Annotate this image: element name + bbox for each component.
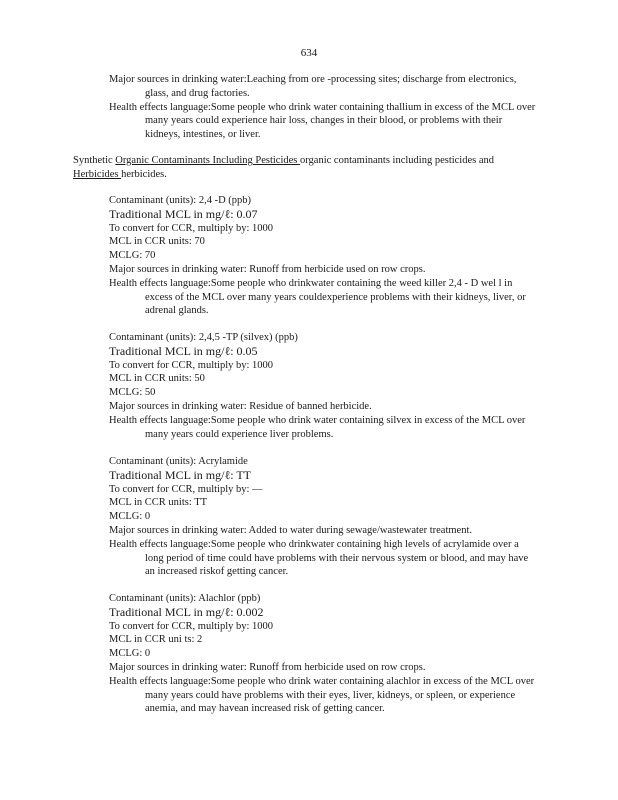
mclg: MCLG: 0: [109, 511, 151, 523]
thallium-health-effects: Health effects language:Some people who drink water containing thallium in excess of the MCL over many years could experience hair loss, changes in their blood, or problems with their kidneys, intestines, or liver.: [109, 101, 536, 141]
traditional-mcl: Traditional MCL in mg/ℓ: 0.002: [109, 604, 264, 619]
major-sources: Major sources in drinking water: Added to water during sewage/wastewater treatment.: [109, 524, 473, 536]
mcl-ccr-units: MCL in CCR units: 50: [109, 373, 205, 385]
contaminant-block-alachlor: [109, 592, 539, 716]
major-sources: Major sources in drinking water: Runoff from herbicide used on row crops.: [109, 263, 426, 275]
health-effects: Health effects language:Some people who drink water containing alachlor in excess of the MCL over many years could have problems with their eyes, liver, kidneys, or spleen, or experience anemia, and may havean increased risk of getting cancer.: [109, 675, 535, 715]
page-number: 634: [300, 47, 318, 59]
contaminant-block-24d: [109, 194, 539, 318]
section-heading-suffix: herbicides.: [121, 168, 167, 180]
thallium-continuation: [109, 73, 539, 142]
contaminant-block-acrylamide: [109, 455, 539, 579]
ccr-conversion: To convert for CCR, multiply by: —: [109, 483, 263, 495]
thallium-major-sources: Major sources in drinking water:Leaching from ore -processing sites; discharge from electronics, glass, and drug factories.: [109, 74, 517, 99]
section-heading-underlined-herbicides: Herbicides: [73, 168, 122, 180]
contaminant-block-silvex: [109, 331, 539, 441]
ccr-conversion: To convert for CCR, multiply by: 1000: [109, 620, 274, 632]
major-sources: Major sources in drinking water: Residue of banned herbicide.: [109, 400, 372, 412]
ccr-conversion: To convert for CCR, multiply by: 1000: [109, 359, 274, 371]
traditional-mcl: Traditional MCL in mg/ℓ: TT: [109, 467, 251, 482]
mcl-ccr-units: MCL in CCR units: 70: [109, 236, 205, 248]
mcl-ccr-units: MCL in CCR uni ts: 2: [109, 634, 203, 646]
mcl-ccr-units: MCL in CCR units: TT: [109, 497, 208, 509]
contaminant-name: Contaminant (units): 2,4 -D (ppb): [109, 195, 252, 206]
section-heading-prefix: Synthetic: [73, 155, 116, 166]
contaminant-name: Contaminant (units): Acrylamide: [109, 456, 248, 467]
ccr-conversion: To convert for CCR, multiply by: 1000: [109, 222, 274, 234]
mclg: MCLG: 50: [109, 387, 156, 399]
major-sources: Major sources in drinking water: Runoff from herbicide used on row crops.: [109, 661, 426, 673]
health-effects: Health effects language:Some people who drinkwater containing high levels of acrylamide over a long period of time could have problems with their nervous system or blood, and may have an increased riskof getting cancer.: [109, 538, 529, 578]
traditional-mcl: Traditional MCL in mg/ℓ: 0.07: [109, 206, 258, 221]
mclg: MCLG: 70: [109, 250, 156, 262]
mclg: MCLG: 0: [109, 648, 151, 660]
section-heading-underlined-title: Organic Contaminants Including Pesticides: [115, 155, 300, 166]
health-effects: Health effects language:Some people who drink water containing silvex in excess of the MCL over many years could experience liver problems.: [109, 414, 526, 440]
contaminant-name: Contaminant (units): Alachlor (ppb): [109, 593, 261, 604]
health-effects: Health effects language:Some people who drinkwater containing the weed killer 2,4 - D wel l in excess of the MCL over many years couldexperience problems with their kidneys, liver, or adrenal glands.: [109, 277, 526, 317]
traditional-mcl: Traditional MCL in mg/ℓ: 0.05: [109, 343, 258, 358]
section-heading-middle: organic contaminants including pesticides and: [300, 155, 495, 166]
section-heading: [73, 154, 533, 182]
contaminant-name: Contaminant (units): 2,4,5 -TP (silvex) (ppb): [109, 332, 298, 343]
